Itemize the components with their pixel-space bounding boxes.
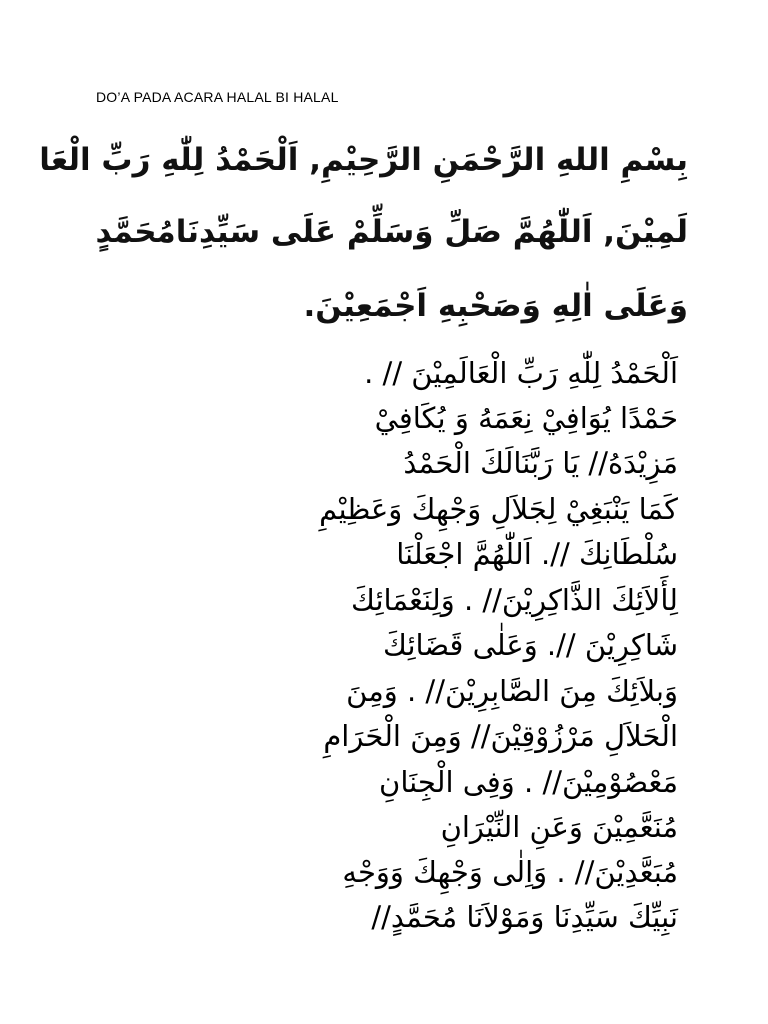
prayer-line-10: مَعْصُوْمِيْنَ// . وَفِى الْجِنَانِ	[379, 765, 678, 799]
prayer-line-12: مُبَعَّدِيْنَ// . وَاِلٰى وَجْهِكَ وَوَجْهِ	[342, 855, 678, 889]
prayer-line-1: اَلْحَمْدُ لِلّٰهِ رَبِّ الْعَالَمِيْنَ // .	[364, 356, 678, 390]
prayer-line-2: حَمْدًا يُوَافِيْ نِعَمَهُ وَ يُكَافِيْ	[374, 401, 678, 435]
document-title: DO’A PADA ACARA HALAL BI HALAL	[96, 89, 339, 105]
prayer-line-7: شَاكِرِيْنَ //. وَعَلٰى قَضَائِكَ	[383, 628, 678, 662]
prayer-line-8: وَبلاَئِكَ مِنَ الصَّابِرِيْنَ// . وَمِنَ	[346, 674, 678, 708]
opening-line-2: لَمِيْنَ, اَللّٰهُمَّ صَلِّ وَسَلِّمْ عَلَى سَيِّدِنَامُحَمَّدٍ	[95, 214, 688, 250]
prayer-line-11: مُنَعَّمِيْنَ وَعَنِ النِّيْرَانِ	[440, 810, 678, 844]
prayer-line-5: سُلْطَانِكَ //. اَللّٰهُمَّ اجْعَلْنَا	[396, 537, 678, 571]
prayer-line-13: نَبِيِّكَ سَيِّدِنَا وَمَوْلاَنَا مُحَمَّدٍ//	[371, 900, 678, 934]
prayer-line-3: مَزِيْدَهُ// يَا رَبَّنَالَكَ الْحَمْدُ	[403, 446, 678, 480]
prayer-line-9: الْحَلاَلِ مَرْزُوْقِيْنَ// وَمِنَ الْحَرَامِ	[323, 719, 678, 753]
prayer-line-4: كَمَا يَنْبَغِيْ لِجَلاَلِ وَجْهِكَ وَعَظِيْمِ	[319, 492, 678, 526]
opening-line-3: وَعَلَى اٰلِهِ وَصَحْبِهِ اَجْمَعِيْنَ.	[303, 288, 688, 324]
opening-line-1: بِسْمِ اللهِ الرَّحْمَنِ الرَّحِيْمِ, اَلْحَمْدُ لِلّٰهِ رَبِّ الْعَا	[39, 142, 688, 178]
prayer-line-6: لِأَلاَئِكَ الذَّاكِرِيْنَ// . وَلِنَعْمَائِكَ	[351, 583, 678, 617]
